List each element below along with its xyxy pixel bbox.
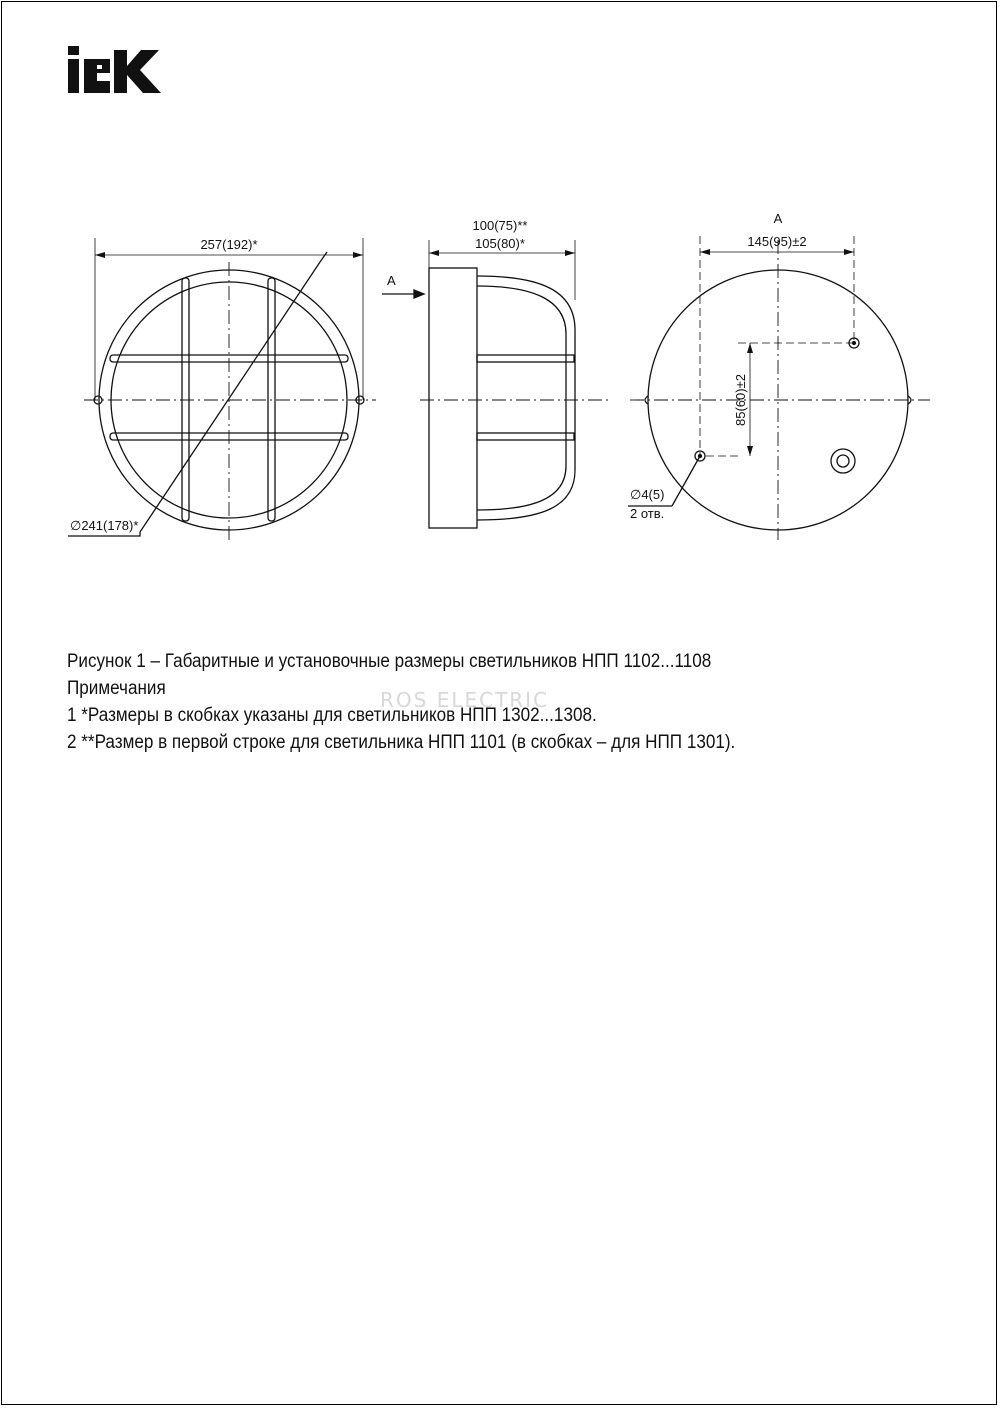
hole-count-label: 2 отв. [630,506,665,521]
technical-drawing [0,0,1000,600]
front-view [68,238,364,536]
side-view-arrow-label: А [387,273,396,288]
figure-caption [67,648,735,756]
watermark: ROS ELECTRIC [380,688,550,712]
note-2: 2 **Размер в первой строке для светильника НПП 1101 (в скобках – для НПП 1301). [67,732,736,753]
hole-spacing-label: 145(95)±2 [747,234,807,249]
notes-heading: Примечания [67,678,166,699]
vertical-spacing-label: 85(60)±2 [733,374,748,426]
side-depth-label-1: 100(75)** [472,218,528,233]
side-view [382,240,575,528]
front-diameter-label: ∅241(178)* [70,518,139,533]
back-view-title: А [773,211,783,226]
back-view [628,236,911,530]
figure-title: Рисунок 1 – Габаритные и установочные размеры светильников НПП 1102...1108 [67,651,712,672]
hole-diameter-label: ∅4(5) [630,487,665,502]
note-1: 1 *Размеры в скобках указаны для светильников НПП 1302...1308. [67,705,597,726]
side-depth-label-2: 105(80)* [475,236,525,251]
front-width-label: 257(192)* [200,237,258,252]
